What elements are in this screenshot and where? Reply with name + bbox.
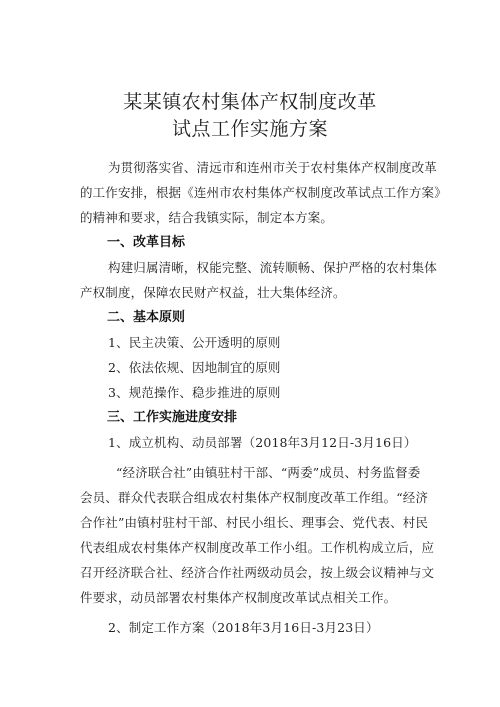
intro-line-3: 的精神和要求，结合我镇实际，制定本方案。: [80, 210, 334, 225]
step-1-title: 1、成立机构、动员部署（2018年3月12日-3月16日）: [108, 435, 417, 450]
principle-item-1: 1、民主决策、公开透明的原则: [108, 335, 281, 350]
principle-item-2: 2、依法依规、因地制宜的原则: [108, 360, 281, 375]
section-3-heading: 三、工作实施进度安排: [107, 410, 238, 425]
document-title-line-1: 某某镇农村集体产权制度改革: [123, 91, 377, 113]
step-1-body-line-3: 合作社”由镇村驻村干部、村民小组长、理事会、党代表、村民: [80, 515, 429, 530]
intro-line-1: 为贯彻落实省、清远市和连州市关于农村集体产权制度改革: [108, 160, 437, 175]
step-2-title: 2、制定工作方案（2018年3月16日-3月23日）: [108, 620, 379, 635]
step-1-body-line-2: 会员、群众代表联合组成农村集体产权制度改革工作组。“经济: [80, 490, 429, 505]
section-2-heading: 二、基本原则: [107, 310, 186, 325]
step-1-body-line-6: 件要求，动员部署农村集体产权制度改革试点相关工作。: [80, 590, 397, 605]
principle-item-3: 3、规范操作、稳步推进的原则: [108, 385, 281, 400]
intro-line-2: 的工作安排，根据《连州市农村集体产权制度改革试点工作方案》: [80, 185, 447, 200]
section-1-heading: 一、改革目标: [107, 235, 186, 250]
step-1-body-line-5: 召开经济联合社、经济合作社两级动员会，按上级会议精神与文: [80, 565, 435, 580]
step-1-body-line-1: “经济联合社”由镇驻村干部、“两委”成员、村务监督委: [116, 465, 421, 480]
section-1-line-1: 构建归属清晰，权能完整、流转顺畅、保护严格的农村集体: [108, 260, 437, 275]
section-1-line-2: 产权制度，保障农民财产权益，壮大集体经济。: [80, 285, 346, 300]
step-1-body-line-4: 代表组成农村集体产权制度改革工作小组。工作机构成立后，应: [80, 540, 435, 555]
document-title-line-2: 试点工作实施方案: [171, 118, 328, 140]
